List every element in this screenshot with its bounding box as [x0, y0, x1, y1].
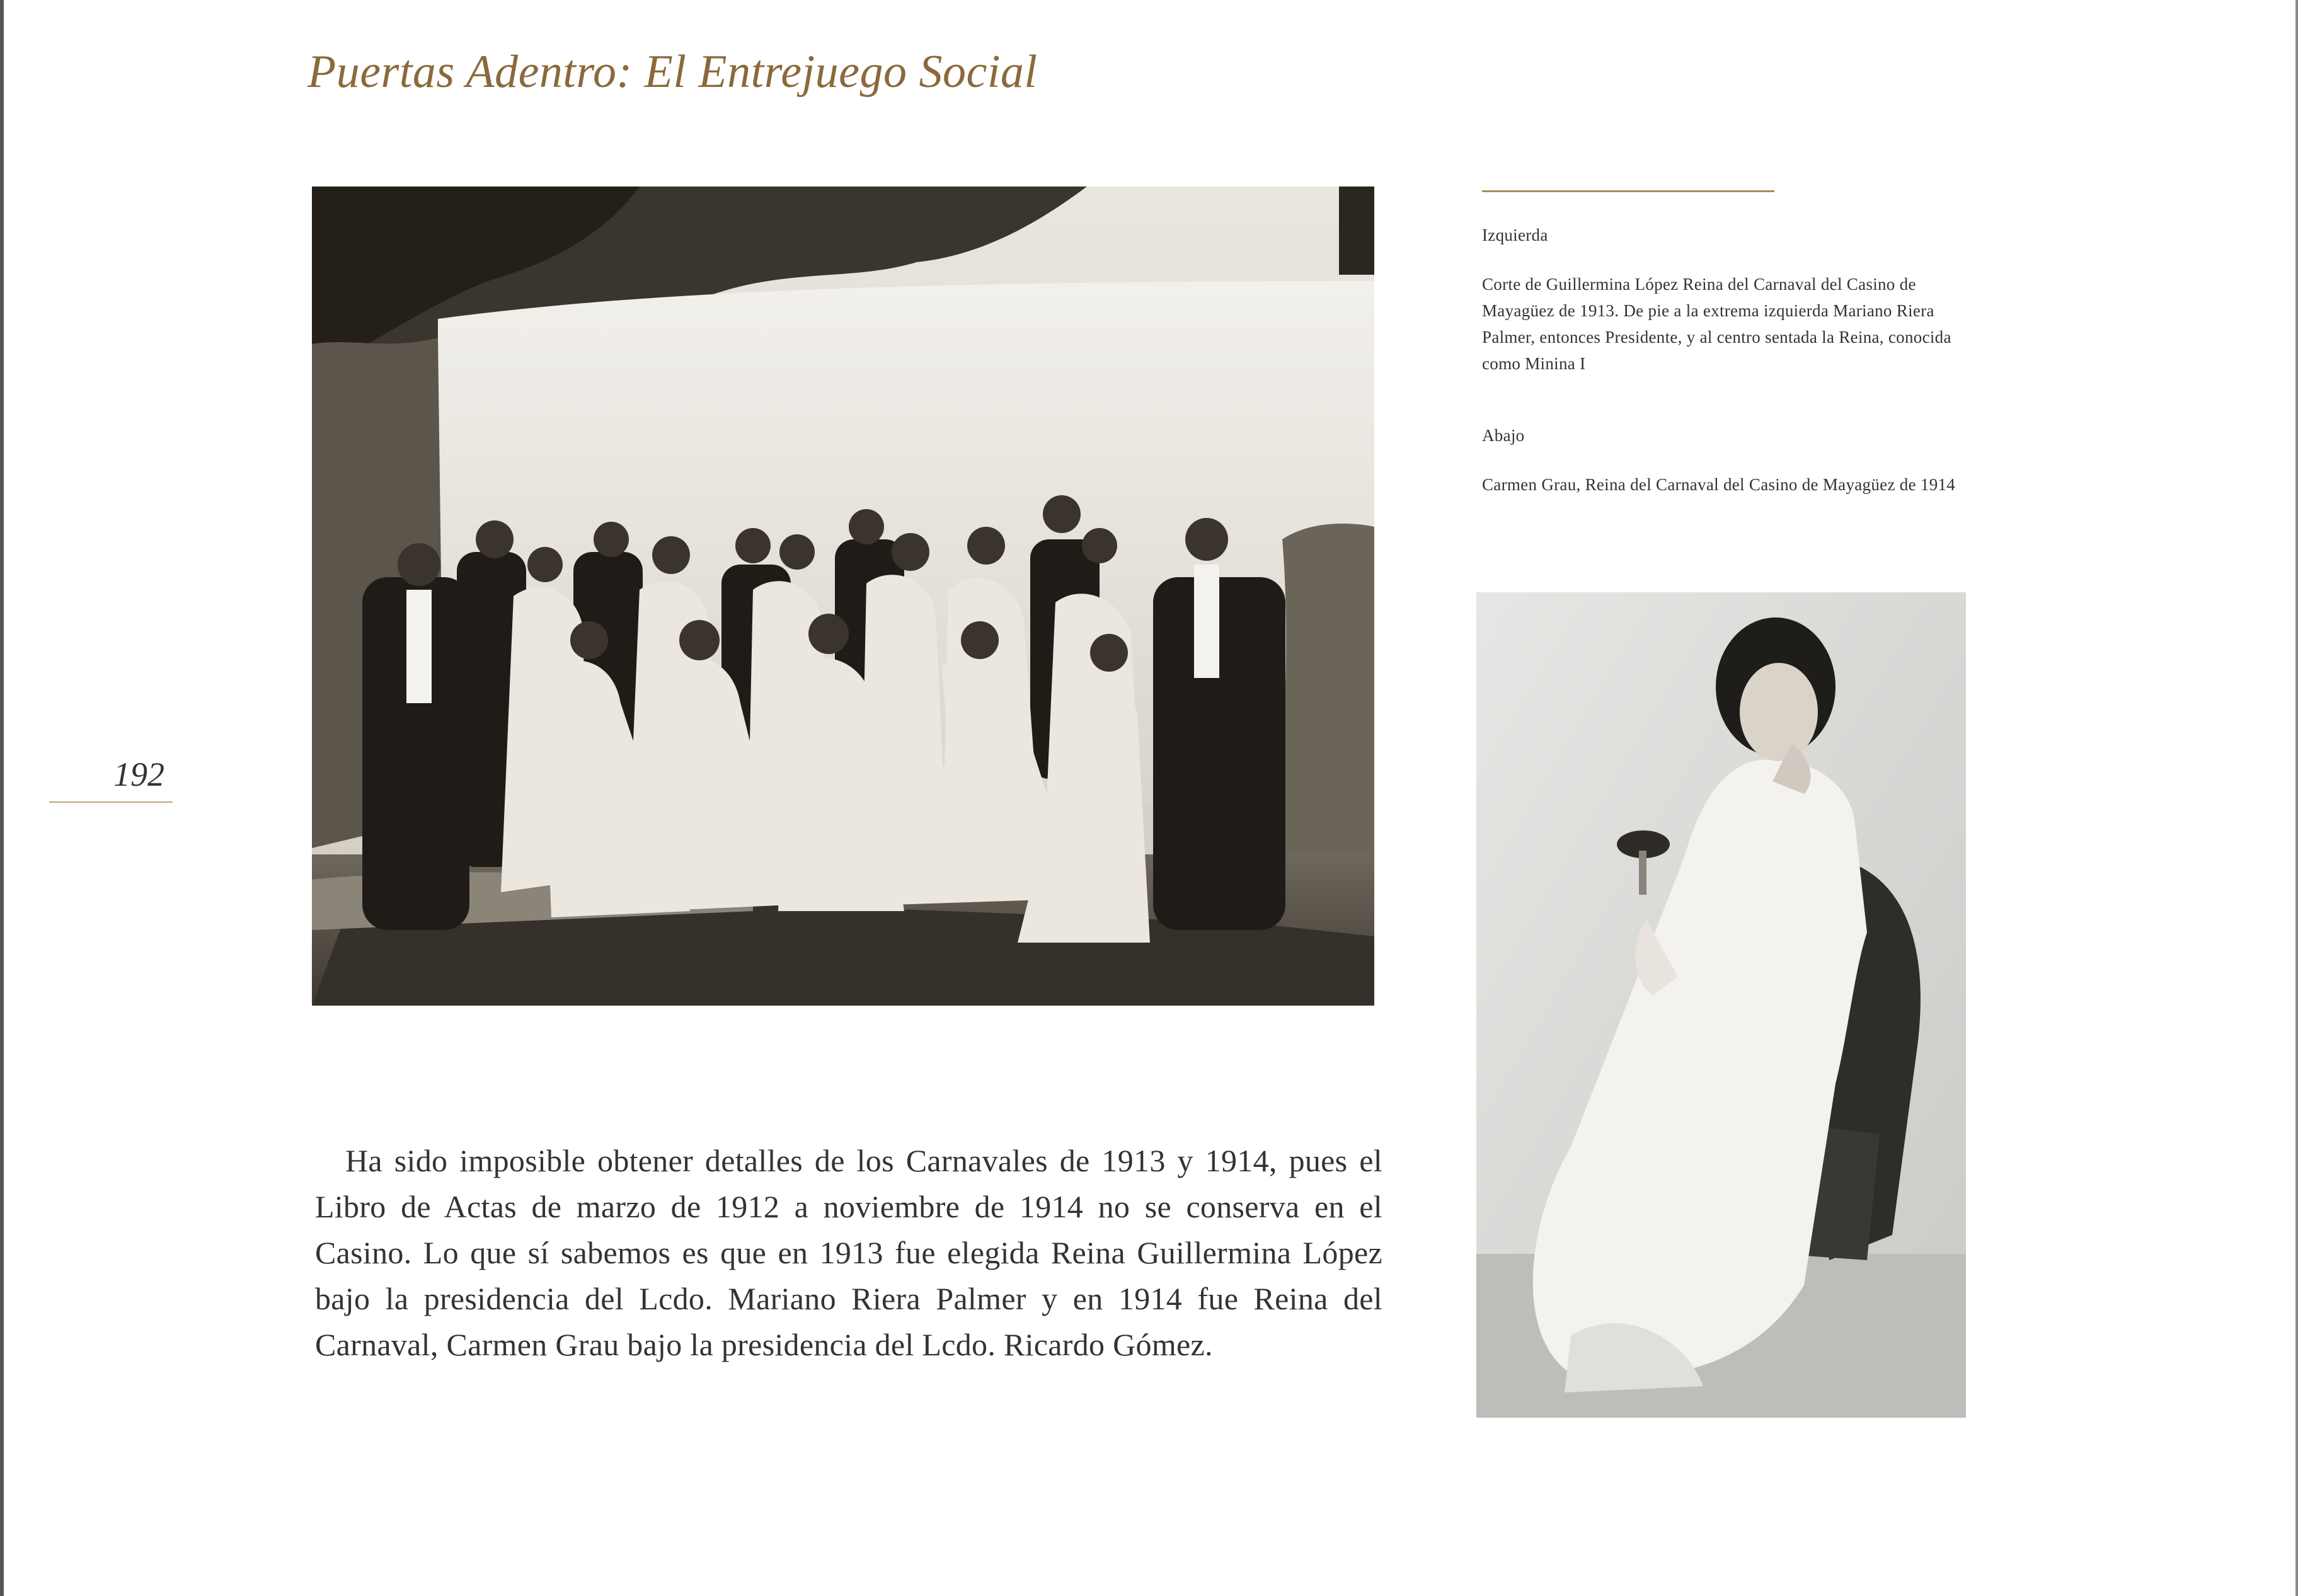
running-title: Puertas Adentro: El Entrejuego Social: [307, 46, 1038, 98]
page-number-rule: [49, 801, 173, 803]
caption-rule: [1482, 190, 1774, 192]
caption-below-text: Carmen Grau, Reina del Carnaval del Casino de Mayagüez de 1914: [1482, 475, 1956, 494]
body-paragraph: Ha sido imposible obtener detalles de los Carnavales de 1913 y 1914, pues el Libro de Actas de marzo de 1912 a noviembre de 1914 no se conserva en el Casino. Lo que sí sabemos es que en 1913 fue elegida Reina Guillermina López bajo la presidencia del Lcdo. Mariano Riera Palmer y en 1914 fue Reina del Carnaval, Carmen Grau bajo la presidencia del Lcdo. Ricardo Gómez.: [315, 1143, 1382, 1362]
page-number: 192: [113, 755, 164, 793]
carmen-grau-portrait-photo: [1476, 592, 1966, 1418]
caption-left-text: Corte de Guillermina López Reina del Carnaval del Casino de Mayagüez de 1913. De pie a la extrema izquierda Mariano Riera Palmer, entonces Presidente, y al centro sentada la Reina, conocida como Minina I: [1482, 275, 1951, 373]
caption-below-heading: Abajo: [1482, 426, 1525, 445]
carnival-court-photo: [312, 187, 1374, 1006]
caption-left-heading: Izquierda: [1482, 226, 1548, 244]
page-edge-right: [2295, 0, 2298, 1596]
page-edge-left: [0, 0, 4, 1596]
